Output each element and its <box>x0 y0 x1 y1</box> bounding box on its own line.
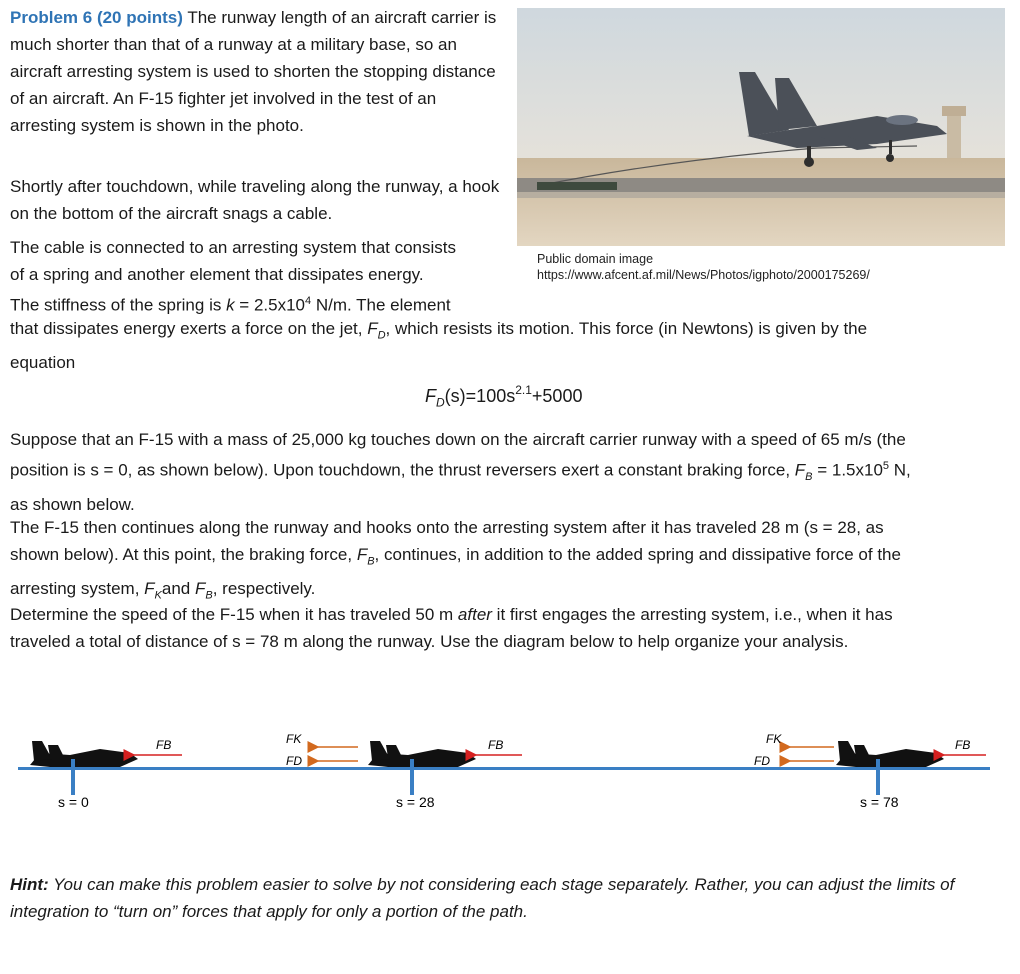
eq-body: =100s <box>465 386 516 406</box>
fk-label-1: FK <box>286 732 302 746</box>
question-paragraph <box>10 601 1015 655</box>
fd-label-2: FD <box>754 754 770 768</box>
hint-label: Hint: <box>10 875 49 894</box>
f15-photo-illustration <box>517 8 1005 246</box>
hint-paragraph <box>10 871 1000 925</box>
para7-em: after <box>457 605 492 624</box>
para6-fb2-sym: F <box>194 579 206 599</box>
engagement-paragraph <box>10 514 1015 610</box>
photo-caption <box>537 251 870 283</box>
para5-line2-mid: = 1.5x10 <box>812 460 883 480</box>
para7-line2: traveled a total of distance of s = 78 m along the runway. Use the diagram below to help organize your analysis. <box>10 632 849 651</box>
dissipate-sym: F <box>367 319 378 338</box>
para5-line2-post: N, <box>889 460 911 480</box>
caption-line1: Public domain image <box>537 252 654 266</box>
dissipate-last: equation <box>10 353 76 373</box>
dissipative-force-equation <box>425 383 582 410</box>
touchdown-paragraph: Shortly after touchdown, while traveling along the runway, a hook on the bottom of the aircraft snags a cable. <box>10 177 500 223</box>
para7-line1-pre: Determine the speed of the F-15 when it has traveled 50 m <box>10 605 458 624</box>
para6-line2-pre: shown below). At this point, the braking force, <box>10 545 357 564</box>
s28-marker <box>410 759 414 795</box>
arresting-system-paragraph <box>10 234 510 319</box>
para6-and: and <box>161 579 195 599</box>
dissipate-paragraph <box>10 315 1010 376</box>
eq-lhs-sym: F <box>425 386 436 406</box>
fb-label-2: FB <box>488 738 504 752</box>
dissipate-sub: D <box>377 329 386 342</box>
para3-line1: The cable is connected to an arresting system that consists <box>10 238 457 257</box>
hint-text: You can make this problem easier to solve by not considering each stage separately. Rather, you can adjust the limits of integration to “turn on” forces that apply for only a portion of the path. <box>10 875 955 921</box>
para5-fb-sym: F <box>794 460 806 480</box>
problem-intro-text: The runway length of an aircraft carrier is much shorter than that of a runway at a military base, so an aircraft arresting system is used to shorten the stopping distance of an aircraft. An F-15 fighter jet involved in the test of an arresting system is shown in the photo. <box>10 8 497 135</box>
para6-line2-post: , continues, in addition to the added spring and dissipative force of the <box>374 545 901 564</box>
problem-label: Problem 6 <box>10 8 93 27</box>
stiffness-post: N/m. The element <box>311 295 451 315</box>
s0-marker <box>71 759 75 795</box>
fk-label-2: FK <box>766 732 782 746</box>
runway-line <box>18 767 990 770</box>
para6-fk-sym: F <box>144 579 155 599</box>
problem-points: (20 points) <box>96 8 183 27</box>
eq-lhs-sub: D <box>436 395 445 410</box>
runway-diagram <box>0 715 1020 825</box>
eq-lhs-arg: (s) <box>444 386 466 406</box>
dissipate-pre: that dissipates energy exerts a force on the jet, <box>10 319 368 338</box>
para6-fk-sub: K <box>154 589 162 602</box>
eq-tail: +5000 <box>531 386 583 406</box>
jet-s78 <box>836 741 944 767</box>
fd-label-1: FD <box>286 754 302 768</box>
para5-fb-sub: B <box>805 471 813 484</box>
para5-line3: as shown below. <box>10 495 135 515</box>
pos-label-s78: s = 78 <box>860 794 899 810</box>
para7-line1-post: it first engages the arresting system, i.e., when it has <box>491 605 893 624</box>
jet-s28 <box>368 741 476 767</box>
para5-line2-pre: position is s = 0, as shown below). Upon touchdown, the thrust reversers exert a constant braking force, <box>10 460 795 480</box>
caption-url: https://www.afcent.af.mil/News/Photos/igphoto/2000175269/ <box>537 268 870 282</box>
para6-fb2-sub: B <box>205 589 213 602</box>
stiffness-k: k <box>226 295 235 315</box>
para3-line2: of a spring and another element that dissipates energy. <box>10 265 424 284</box>
para6-fb-sym: F <box>356 545 368 564</box>
para6-line3-pre: arresting system, <box>10 579 145 599</box>
para6-line1: The F-15 then continues along the runway and hooks onto the arresting system after it has traveled 28 m (s = 28, as <box>10 518 884 537</box>
para6-fb-sub: B <box>367 555 375 568</box>
eq-exp: 2.1 <box>515 383 532 397</box>
jet-s0 <box>30 741 138 767</box>
fb-label-3: FB <box>955 738 971 752</box>
pos-label-s28: s = 28 <box>396 794 435 810</box>
fb-label-1: FB <box>156 738 172 752</box>
stiffness-pre: The stiffness of the spring is <box>10 295 227 315</box>
s78-marker <box>876 759 880 795</box>
f15-photo <box>517 8 1005 246</box>
stiffness-exp: 4 <box>305 295 312 307</box>
para5-exp: 5 <box>882 460 890 472</box>
dissipate-post: , which resists its motion. This force (in Newtons) is given by the <box>385 319 868 338</box>
para6-line3-post: , respectively. <box>212 579 316 599</box>
pos-label-s0: s = 0 <box>58 794 89 810</box>
para5-line1: Suppose that an F-15 with a mass of 25,000 kg touches down on the aircraft carrier runway with a speed of 65 m/s (the <box>10 430 906 449</box>
stiffness-mid: = 2.5x10 <box>234 295 305 315</box>
problem-intro <box>10 4 500 139</box>
touchdown-speed-paragraph <box>10 426 1015 518</box>
